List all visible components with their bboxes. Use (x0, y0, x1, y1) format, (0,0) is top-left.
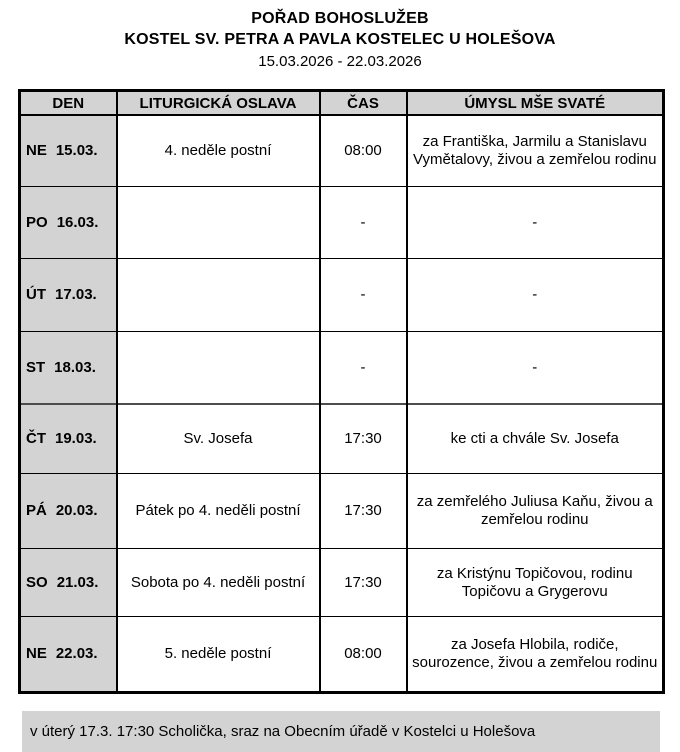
day-date: 19.03. (55, 430, 97, 447)
celebration-cell: 4. neděle postní (117, 115, 320, 187)
time-cell: - (320, 187, 407, 259)
day-abbr: NE (26, 645, 47, 662)
day-date: 20.03. (55, 502, 98, 519)
celebration-cell: 5. neděle postní (117, 617, 320, 693)
intention-cell: za Františka, Jarmilu a Stanislavu Vymětalovy, živou a zemřelou rodinu (407, 115, 664, 187)
table-header-row (20, 91, 664, 116)
date-range: 15.03.2026 - 22.03.2026 (258, 53, 422, 70)
day-date: 17.03. (55, 286, 97, 303)
celebration-cell (117, 332, 320, 405)
col-header-liturgicka-oslava: LITURGICKÁ OSLAVA (117, 91, 320, 116)
time-cell: - (320, 332, 407, 405)
intention-cell: za Josefa Hlobila, rodiče, sourozence, živou a zemřelou rodinu (407, 617, 664, 693)
page-title: POŘAD BOHOSLUŽEB (251, 10, 429, 27)
intention-cell: za zemřelého Juliusa Kaňu, živou a zemřelou rodinu (407, 474, 664, 549)
table-row-pa-20-03 (20, 474, 664, 549)
day-cell (20, 549, 117, 617)
day-date: 15.03. (55, 142, 98, 159)
table-row-st-18-03 (20, 332, 664, 405)
day-cell (20, 404, 117, 474)
table-row-ne-22-03 (20, 617, 664, 693)
table-row-so-21-03 (20, 549, 664, 617)
celebration-cell: Sobota po 4. neděli postní (117, 549, 320, 617)
col-header-umysl: ÚMYSL MŠE SVATÉ (407, 91, 664, 116)
page-header (0, 0, 680, 73)
intention-cell: - (407, 259, 664, 332)
church-name: KOSTEL SV. PETRA A PAVLA KOSTELEC U HOLEŠOVA (124, 31, 556, 48)
day-date: 18.03. (54, 358, 96, 376)
day-date: 22.03. (55, 645, 98, 662)
time-cell: 17:30 (320, 549, 407, 617)
celebration-cell: Pátek po 4. neděli postní (117, 474, 320, 549)
table-row-ct-19-03 (20, 404, 664, 474)
col-header-den: DEN (20, 91, 117, 116)
time-cell: 08:00 (320, 115, 407, 187)
celebration-cell (117, 187, 320, 259)
intention-cell: za Kristýnu Topičovou, rodinu Topičovu a Grygerovu (407, 549, 664, 617)
intention-cell: - (407, 332, 664, 405)
day-date: 21.03. (56, 573, 99, 591)
col-header-cas: ČAS (320, 91, 407, 116)
table-row-ne-15-03 (20, 115, 664, 187)
intention-cell: - (407, 187, 664, 259)
time-cell: - (320, 259, 407, 332)
day-abbr: ÚT (26, 286, 46, 303)
day-cell (20, 617, 117, 693)
time-cell: 17:30 (320, 474, 407, 549)
day-abbr: SO (26, 573, 48, 591)
celebration-cell: Sv. Josefa (117, 404, 320, 474)
day-cell (20, 474, 117, 549)
table-row-po-16-03 (20, 187, 664, 259)
day-cell (20, 187, 117, 259)
table-row-ut-17-03 (20, 259, 664, 332)
day-cell (20, 115, 117, 187)
day-abbr: ST (26, 358, 46, 376)
schedule-table (18, 89, 665, 694)
footer-note: v úterý 17.3. 17:30 Scholička, sraz na Obecním úřadě v Kostelci u Holešova (22, 711, 660, 752)
celebration-cell (117, 259, 320, 332)
day-abbr: NE (26, 142, 47, 159)
day-cell (20, 332, 117, 405)
day-cell (20, 259, 117, 332)
intention-cell: ke cti a chvále Sv. Josefa (407, 404, 664, 474)
day-abbr: PÁ (26, 502, 47, 519)
time-cell: 08:00 (320, 617, 407, 693)
day-abbr: ČT (26, 430, 46, 447)
day-date: 16.03. (56, 213, 99, 231)
day-abbr: PO (26, 213, 48, 231)
time-cell: 17:30 (320, 404, 407, 474)
